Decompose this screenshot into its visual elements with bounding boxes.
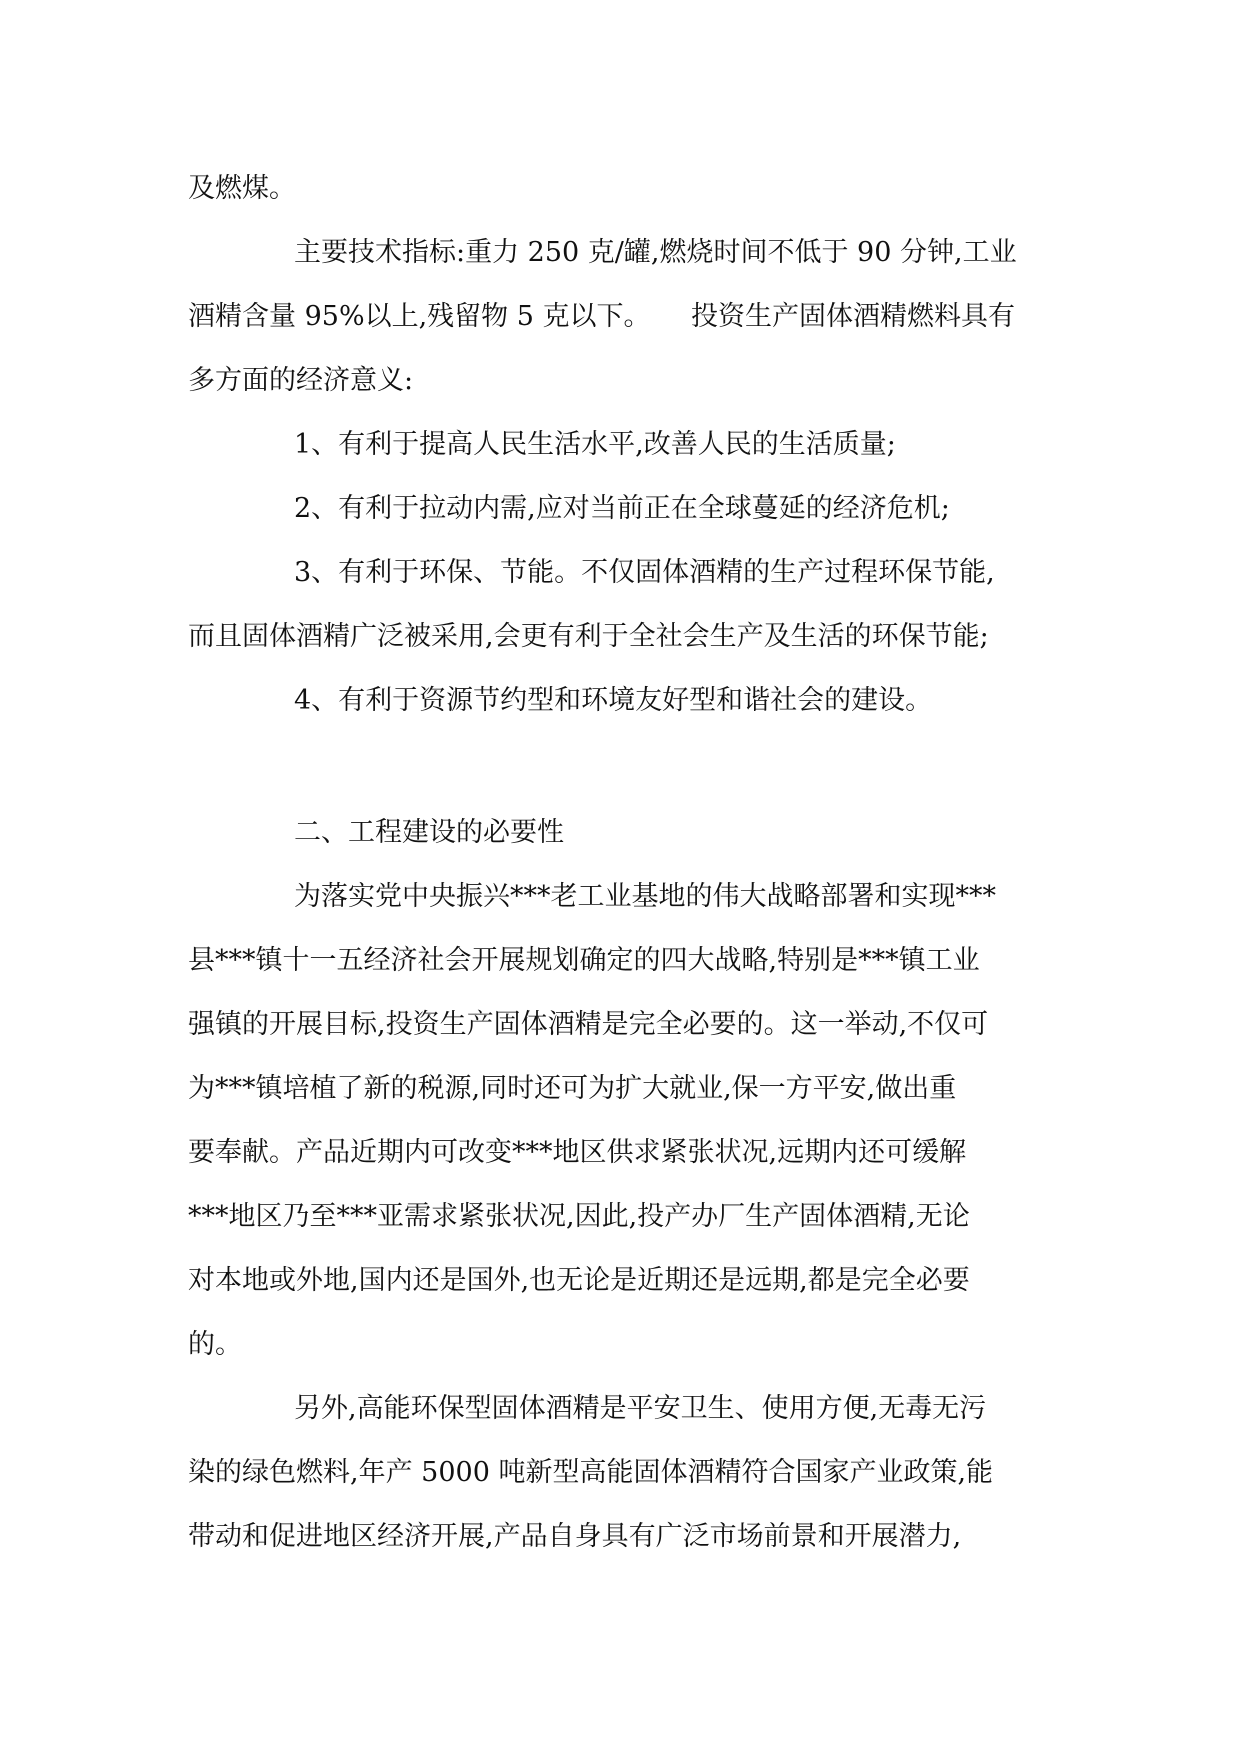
- list-item: 1、有利于提高人民生活水平,改善人民的生活质量;: [294, 429, 896, 460]
- paragraph-line: 而且固体酒精广泛被采用,会更有利于全社会生产及生活的环保节能;: [188, 621, 989, 652]
- paragraph-line: 为***镇培植了新的税源,同时还可为扩大就业,保一方平安,做出重: [188, 1073, 957, 1104]
- paragraph-line: 多方面的经济意义:: [188, 365, 414, 396]
- paragraph-line: 及燃煤。: [188, 173, 296, 204]
- paragraph-line: 另外,高能环保型固体酒精是平安卫生、使用方便,无毒无污: [294, 1393, 987, 1424]
- section-spacer: [188, 733, 1058, 801]
- paragraph-line: 为落实党中央振兴***老工业基地的伟大战略部署和实现***: [294, 881, 996, 912]
- paragraph-line: 染的绿色燃料,年产 5000 吨新型高能固体酒精符合国家产业政策,能: [188, 1457, 994, 1488]
- list-item: 4、有利于资源节约型和环境友好型和谐社会的建设。: [294, 685, 933, 716]
- paragraph-line: 县***镇十一五经济社会开展规划确定的四大战略,特别是***镇工业: [188, 945, 980, 976]
- list-item: 3、有利于环保、节能。不仅固体酒精的生产过程环保节能,: [294, 557, 995, 588]
- paragraph-line: ***地区乃至***亚需求紧张状况,因此,投产办厂生产固体酒精,无论: [188, 1201, 970, 1232]
- paragraph-line: 要奉献。产品近期内可改变***地区供求紧张状况,远期内还可缓解: [188, 1137, 967, 1168]
- paragraph-line: 对本地或外地,国内还是国外,也无论是近期还是远期,都是完全必要: [188, 1265, 970, 1296]
- paragraph-line: 强镇的开展目标,投资生产固体酒精是完全必要的。这一举动,不仅可: [188, 1009, 989, 1040]
- paragraph-line: 带动和促进地区经济开展,产品自身具有广泛市场前景和开展潜力,: [188, 1521, 962, 1552]
- section-heading: 二、工程建设的必要性: [294, 817, 564, 848]
- paragraph-line: 的。: [188, 1329, 242, 1360]
- document-body: [188, 157, 1058, 1569]
- paragraph-line: 主要技术指标:重力 250 克/罐,燃烧时间不低于 90 分钟,工业: [294, 237, 1017, 268]
- paragraph-line: 酒精含量 95%以上,残留物 5 克以下。 投资生产固体酒精燃料具有: [188, 301, 1016, 332]
- list-item: 2、有利于拉动内需,应对当前正在全球蔓延的经济危机;: [294, 493, 950, 524]
